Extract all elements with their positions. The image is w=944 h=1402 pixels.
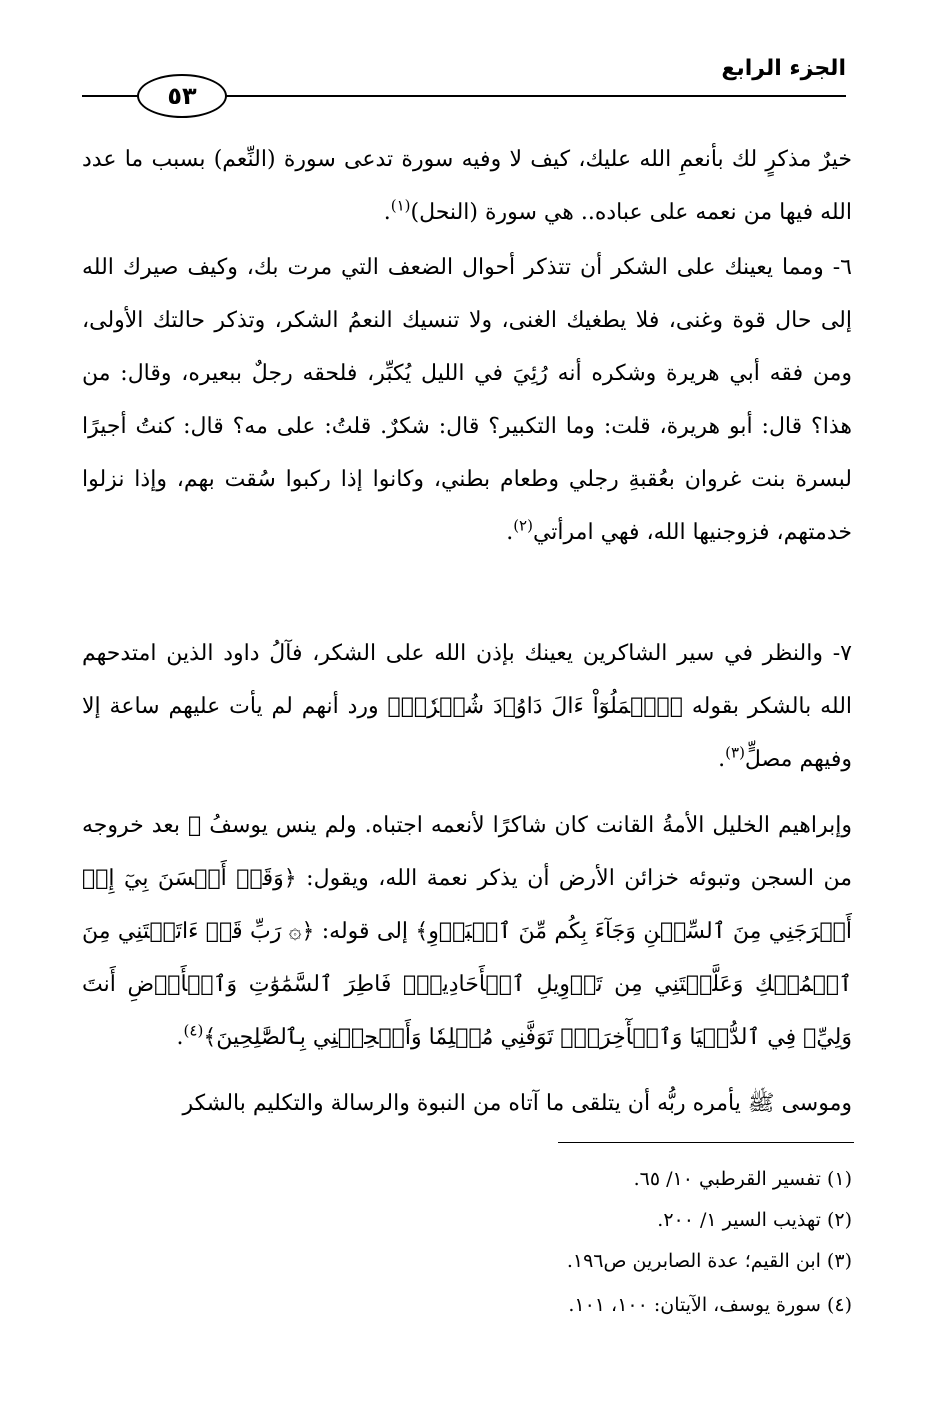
page-number: ٥٣ <box>167 82 197 110</box>
footnote-ref-2[interactable]: (٢) <box>513 516 533 535</box>
paragraph-2 <box>82 241 852 559</box>
footnote-ref-4[interactable]: (٤) <box>183 1021 204 1040</box>
footnote-1: (١) تفسير القرطبي ١٠/ ٦٥. <box>633 1168 852 1190</box>
paragraph-5 <box>82 1077 852 1130</box>
footnote-2: (٢) تهذيب السير ١/ ٢٠٠. <box>657 1209 852 1231</box>
footnote-separator <box>558 1142 854 1143</box>
paragraph-3-tail: . <box>718 747 726 772</box>
paragraph-3 <box>82 627 852 786</box>
paragraph-4-text-before: وإبراهيم الخليل الأمةُ القانت كان شاكرًا لأنعمه اجتباه. ولم ينس يوسفُ ﷺ بعد خروجه من السجن وتبوئه خزائن الأرض أن يذكر نعمة الله، ويقول: <box>82 813 852 891</box>
paragraph-1-text: خيرٌ مذكرٍ لك بأنعمِ الله عليك، كيف لا وفيه سورة تدعى سورة (النِّعم) بسبب ما عدد الله فيها من نعمه على عباده.. هي سورة (النحل) <box>82 147 852 225</box>
paragraph-1 <box>82 133 852 239</box>
paragraph-1-tail: . <box>383 200 391 225</box>
footnote-3: (٣) ابن القيم؛ عدة الصابرين ص١٩٦. <box>566 1250 852 1272</box>
paragraph-4-tail: . <box>176 1025 184 1050</box>
running-header-title: الجزء الرابع <box>721 56 846 81</box>
quran-verse-2: ﴿وَقَدۡ أَحۡسَنَ بِيٓ إِذۡ أَخۡرَجَنِي مِنَ ٱلسِّجۡنِ وَجَآءَ بِكُم مِّنَ ٱلۡبَدۡوِ﴾ <box>82 866 852 944</box>
footnote-ref-3[interactable]: (٣) <box>725 743 745 762</box>
quran-verse-3: ﴿۞ رَبِّ قَدۡ ءَاتَيۡتَنِي مِنَ ٱلۡمُلۡكِ وَعَلَّمۡتَنِي مِن تَأۡوِيلِ ٱلۡأَحَادِيثِۚ فَاطِرَ ٱلسَّمَٰوَٰتِ وَٱلۡأَرۡضِ أَنتَ وَلِيِّۦ فِي ٱلدُّنۡيَا وَٱلۡأٓخِرَةِۖ تَوَفَّنِي مُسۡلِمٗا وَأَلۡحِقۡنِي بِٱلصَّٰلِحِينَ﴾ <box>82 919 852 1050</box>
paragraph-5-text: وموسى ﷺ يأمره ربُّه أن يتلقى ما آتاه من النبوة والرسالة والتكليم بالشكر <box>182 1091 852 1116</box>
paragraph-2-text: ٦- ومما يعينك على الشكر أن تتذكر أحوال الضعف التي مرت بك، وكيف صيرك الله إلى حال قوة وغنى، فلا يطغيك الغنى، ولا تنسيك النعمُ الشكر، وتذكر حالتك الأولى، ومن فقه أبي هريرة وشكره أنه رُئِيَ في الليل يُكبِّر، فلحقه رجلٌ ببعيره، وقال: من هذا؟ قال: أبو هريرة، قلت: وما التكبير؟ قال: شكرٌ. قلتُ: على مه؟ قال: كنتُ أجيرًا لبسرة بنت غروان بعُقبةِ رجلي وطعام بطني، وكانوا إذا ركبوا سُقت بهم، وإذا نزلوا خدمتهم، فزوجنيها الله، فهي امرأتي <box>82 255 852 545</box>
paragraph-2-tail: . <box>506 520 514 545</box>
paragraph-3-text-before: ٧- والنظر في سير الشاكرين يعينك بإذن الله على الشكر، فآلُ داود الذين امتدحهم الله بالشكر بقوله <box>82 641 853 719</box>
footnote-ref-1[interactable]: (١) <box>390 196 411 215</box>
paragraph-4-text-middle: إلى قوله: <box>314 919 416 944</box>
paragraph-4 <box>82 799 852 1064</box>
quran-verse-1: ﴿ٱعۡمَلُوٓاْ ءَالَ دَاوُۥدَ شُكۡرٗاۚ﴾ <box>387 694 683 719</box>
paragraph-3-text-after: ورد أنهم لم يأت عليهم ساعة إلا وفيهم مصلٍّ <box>82 694 852 772</box>
page-number-badge <box>137 74 227 118</box>
footnote-4: (٤) سورة يوسف، الآيتان: ١٠٠، ١٠١. <box>568 1294 852 1316</box>
